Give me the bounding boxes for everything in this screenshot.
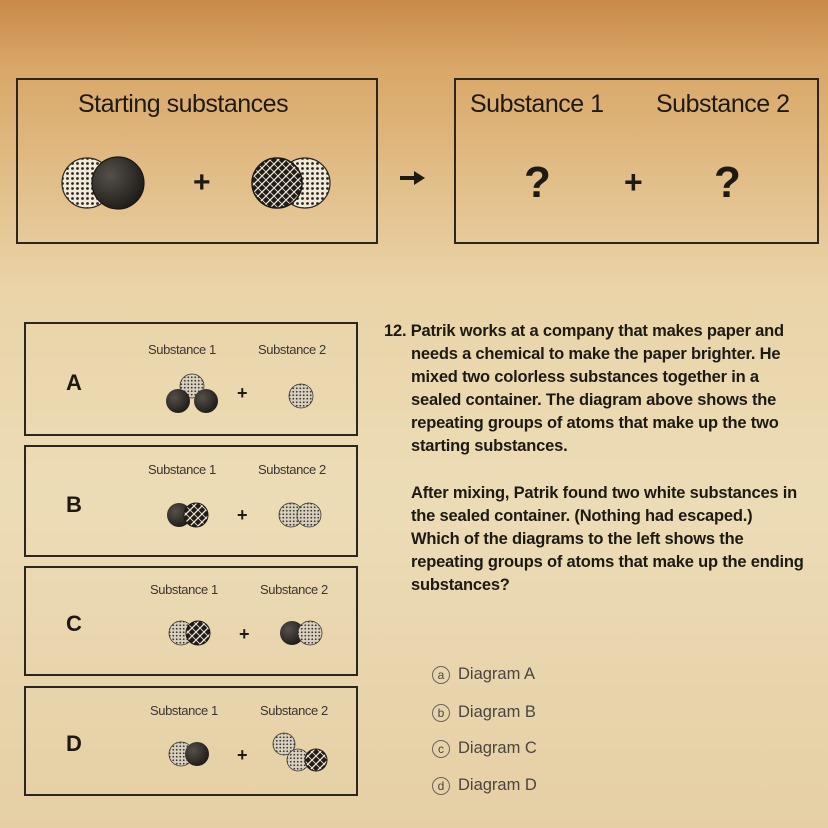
choice-a-label: Diagram A [458, 665, 536, 683]
option-a-letter: A [66, 370, 82, 395]
reaction-arrow-icon [398, 168, 428, 188]
choice-d-label: Diagram D [458, 776, 537, 794]
choice-d-bubble[interactable]: d [432, 777, 450, 795]
question-paragraph-1: 12. Patrik works at a company that makes paper and needs a chemical to make the paper brighter. He mixed two colorless substances together in a sealed container. The diagram above shows the repeating groups of atoms that make up the two starting substances. [384, 322, 784, 455]
option-c-substance-1-molecule [168, 620, 218, 648]
starting-substance-2-molecule [250, 156, 340, 210]
option-a-plus: + [237, 383, 248, 403]
option-d-substance-2-molecule [268, 732, 332, 776]
option-c-substance-1-label: Substance 1 [150, 582, 218, 597]
option-b-substance-1-molecule [166, 502, 216, 530]
top-plus-left: + [193, 166, 211, 199]
option-c-plus: + [239, 624, 250, 644]
question-12 [384, 320, 804, 597]
option-b-substance-2-label: Substance 2 [258, 462, 326, 477]
choice-c-bubble[interactable]: c [432, 740, 450, 758]
option-b-substance-2-molecule [278, 502, 328, 530]
option-a-substance-2-molecule [288, 383, 318, 413]
ending-substance-2-label: Substance 2 [656, 90, 790, 118]
ending-substance-1-label: Substance 1 [470, 90, 604, 118]
starting-substance-1-molecule [60, 156, 150, 210]
choice-c-label: Diagram C [458, 739, 537, 757]
option-a-substance-1-label: Substance 1 [148, 342, 216, 357]
option-c-letter: C [66, 611, 82, 636]
option-a-substance-1-molecule [162, 372, 222, 416]
option-b-letter: B [66, 492, 82, 517]
top-plus-right: + [624, 164, 643, 200]
choice-a-bubble[interactable]: a [432, 666, 450, 684]
choice-c[interactable] [432, 739, 537, 758]
option-d-substance-1-molecule [168, 741, 218, 769]
choice-b-label: Diagram B [458, 703, 536, 721]
option-d-substance-2-label: Substance 2 [260, 703, 328, 718]
choice-b-bubble[interactable]: b [432, 704, 450, 722]
choice-a[interactable] [432, 665, 535, 684]
option-d-plus: + [237, 745, 248, 765]
choice-d[interactable] [432, 776, 537, 795]
option-c-substance-2-label: Substance 2 [260, 582, 328, 597]
choice-b[interactable] [432, 703, 536, 722]
option-d-substance-1-label: Substance 1 [150, 703, 218, 718]
option-b-substance-1-label: Substance 1 [148, 462, 216, 477]
option-d-letter: D [66, 731, 82, 756]
option-c-substance-2-molecule [279, 620, 329, 648]
option-a-substance-2-label: Substance 2 [258, 342, 326, 357]
ending-substance-1-unknown: ? [524, 158, 551, 207]
ending-substance-2-unknown: ? [714, 158, 741, 207]
question-paragraph-2: After mixing, Patrik found two white substances in the sealed container. (Nothing had escaped.) Which of the diagrams to the left shows the repeating groups of atoms that make up the ending substances? [411, 484, 804, 594]
option-b-plus: + [237, 505, 248, 525]
starting-substances-label: Starting substances [78, 90, 289, 118]
